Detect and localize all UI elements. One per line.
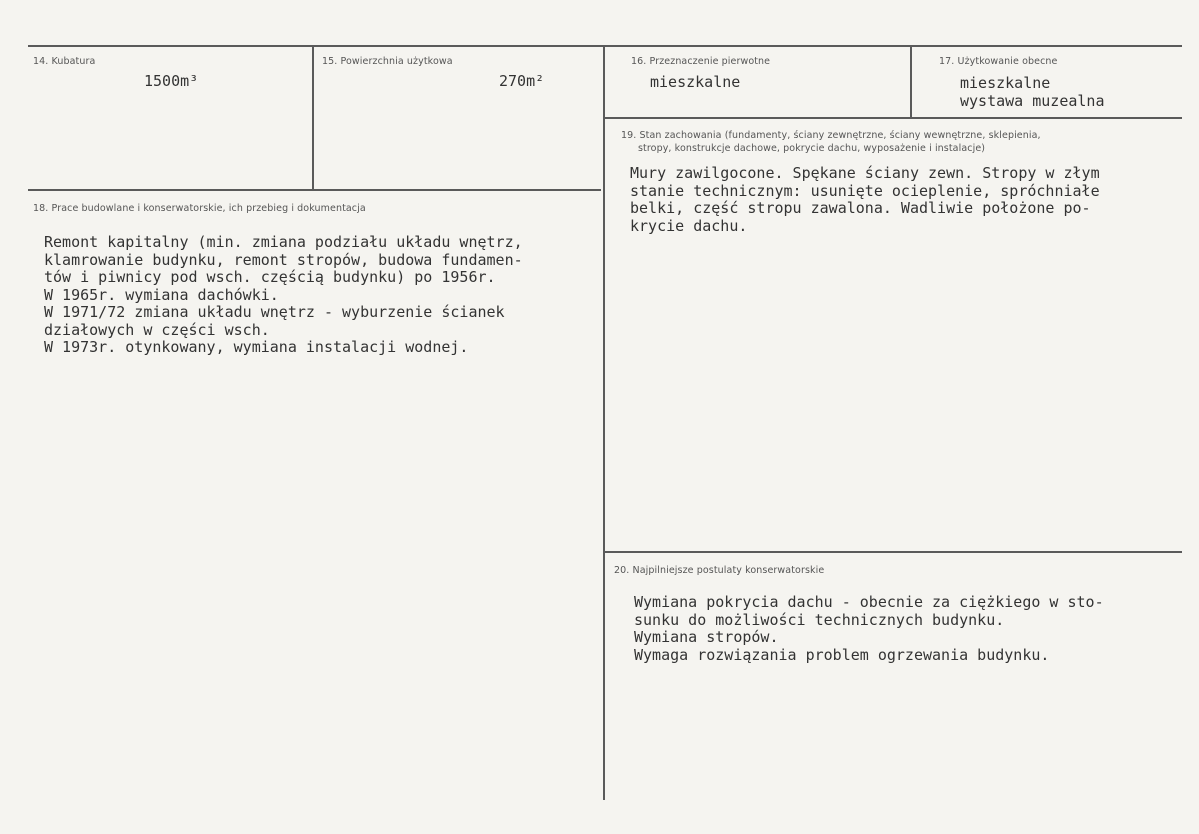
field-19-line: krycie dachu. [630,216,748,235]
field-20-label: 20. Najpilniejsze postulaty konserwatorskie [614,565,825,576]
divider-16-17 [910,45,912,117]
field-20-line: sunku do możliwości technicznych budynku. [634,610,1005,629]
field-17-value [960,75,1105,110]
field-14-value: 1500m³ [144,72,199,90]
field-19-text [630,165,1100,235]
field-16-value: mieszkalne [650,73,741,91]
field-18-line: W 1973r. otynkowany, wymiana instalacji wodnej. [44,338,469,356]
divider-center [603,45,605,800]
field-20-line: Wymiana stropów. [634,628,779,646]
field-20-text [634,594,1104,664]
field-18-line: klamrowanie budynku, remont stropów, budowa fundamen- [44,250,523,269]
field-19-line: belki, część stropu zawalona. Wadliwie położone po- [630,199,1091,217]
field-19-line: stanie technicznym: usunięte ocieplenie, spróchniałe [630,181,1100,200]
field-17-line: mieszkalne [960,74,1051,92]
rule-above-20 [605,551,1182,553]
divider-14-15 [312,45,314,190]
field-17-line: wystawa muzealna [960,91,1105,110]
field-18-line: W 1965r. wymiana dachówki. [44,285,279,304]
field-18-label: 18. Prace budowlane i konserwatorskie, ich przebieg i dokumentacja [33,203,366,214]
field-14-label: 14. Kubatura [33,56,96,67]
field-15-value: 270m² [499,72,545,90]
rule-below-14-15 [28,189,601,191]
field-18-line: Remont kapitalny (min. zmiana podziału układu wnętrz, [44,233,523,251]
field-15-label: 15. Powierzchnia użytkowa [322,56,453,67]
top-rule [28,45,1182,47]
field-16-label: 16. Przeznaczenie pierwotne [631,56,771,67]
field-18-line: działowych w części wsch. [44,320,270,339]
field-19-label [621,129,1041,155]
field-19-label-line: stropy, konstrukcje dachowe, pokrycie dachu, wyposażenie i instalacje) [638,143,986,154]
rule-below-16-17 [605,117,1182,119]
field-17-label: 17. Użytkowanie obecne [939,56,1058,67]
field-20-line: Wymiana pokrycia dachu - obecnie za ciężkiego w sto- [634,593,1104,611]
field-18-line: W 1971/72 zmiana układu wnętrz - wyburzenie ścianek [44,303,505,321]
field-19-label-line: 19. Stan zachowania (fundamenty, ściany zewnętrzne, ściany wewnętrzne, sklepienia, [621,130,1041,141]
field-19-line: Mury zawilgocone. Spękane ściany zewn. Stropy w złym [630,164,1100,182]
field-18-line: tów i piwnicy pod wsch. częścią budynku) po 1956r. [44,268,496,286]
field-18-text [44,234,523,357]
field-20-line: Wymaga rozwiązania problem ogrzewania budynku. [634,645,1050,664]
